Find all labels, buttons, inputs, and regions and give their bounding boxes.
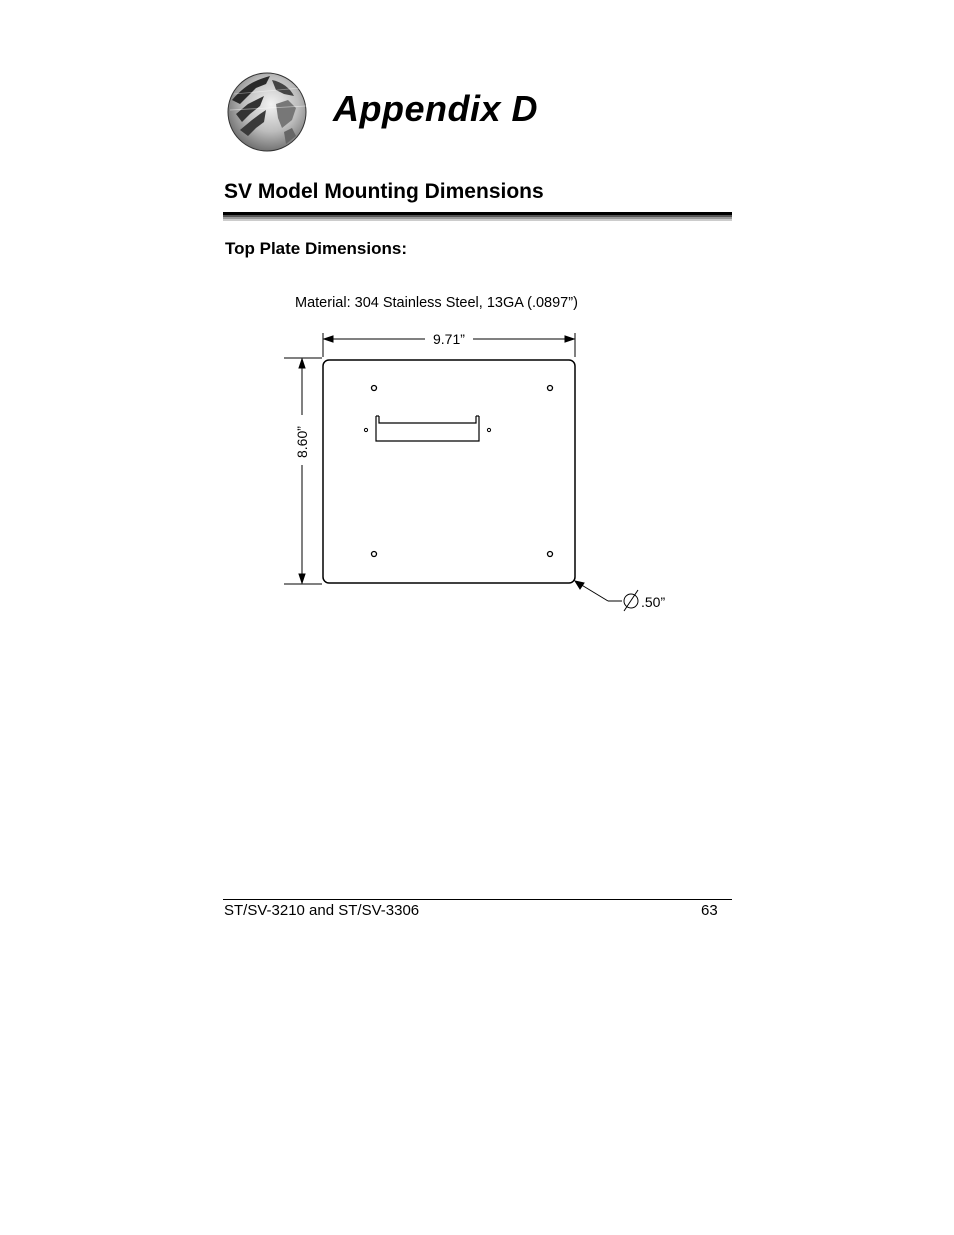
- section-title: SV Model Mounting Dimensions: [224, 180, 544, 203]
- subsection-title: Top Plate Dimensions:: [225, 239, 407, 258]
- slot-screw-hole: [364, 428, 367, 431]
- globe-logo-icon: [226, 70, 308, 154]
- mounting-hole: [372, 552, 377, 557]
- mounting-hole: [548, 386, 553, 391]
- plate-cutout-slot: [376, 416, 479, 441]
- height-dimension: [284, 358, 322, 584]
- appendix-title: Appendix D: [333, 88, 539, 129]
- width-dimension-label: 9.71”: [433, 331, 465, 347]
- corner-radius-leader: [575, 581, 622, 601]
- material-note: Material: 304 Stainless Steel, 13GA (.0897”): [295, 295, 578, 311]
- page-number: 63: [701, 902, 718, 919]
- diameter-symbol-icon: [624, 590, 638, 611]
- height-dimension-label: 8.60”: [294, 426, 310, 458]
- slot-screw-hole: [487, 428, 490, 431]
- footer-rule: [223, 899, 732, 900]
- footer-document-title: ST/SV-3210 and ST/SV-3306: [224, 902, 420, 919]
- plate-outline: [323, 360, 575, 583]
- section-title-rule: [223, 208, 732, 217]
- mounting-hole: [548, 552, 553, 557]
- mounting-hole: [372, 386, 377, 391]
- diameter-dimension-label: .50”: [641, 594, 666, 610]
- top-plate-drawing: [270, 285, 690, 620]
